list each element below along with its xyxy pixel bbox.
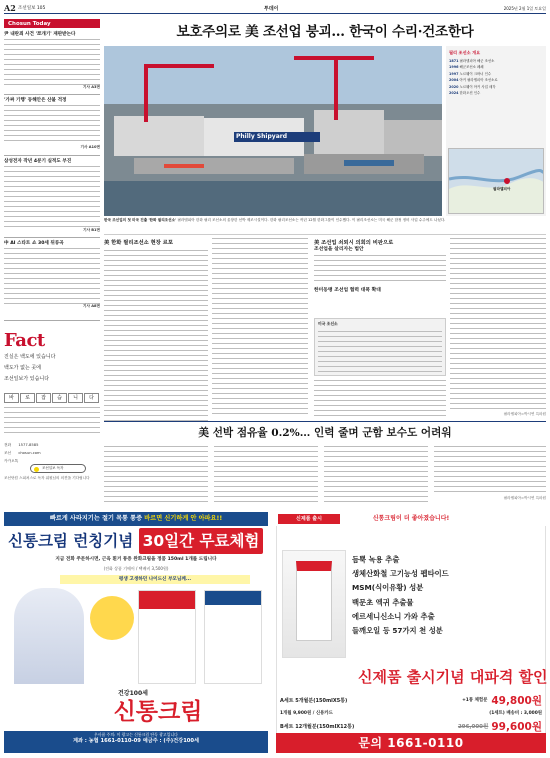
today-item-body bbox=[4, 39, 100, 85]
price-row bbox=[280, 708, 542, 718]
price-value: 99,600원 bbox=[491, 720, 542, 733]
map-illustration bbox=[449, 149, 544, 214]
ingredient-item: MSM(식이유황) 성분 bbox=[352, 583, 424, 593]
map-label: 필라델피아 bbox=[493, 187, 511, 191]
shipyard-map bbox=[448, 148, 544, 214]
today-item[interactable] bbox=[4, 31, 100, 90]
ad-title-text: 신통크림 런칭기념 bbox=[8, 532, 134, 550]
kakao-contact-chip[interactable] bbox=[30, 464, 86, 473]
paper-name: 조선일보 105 bbox=[18, 6, 46, 11]
article-column bbox=[314, 238, 446, 294]
product-jar bbox=[204, 590, 262, 684]
price-table bbox=[280, 692, 542, 734]
column-heading[interactable]: 美 한화 필리조선소 현장 르포 bbox=[104, 240, 173, 246]
page-number: A2 bbox=[4, 3, 16, 13]
today-item-title: '가짜 기행' 동해안은 산불 걱정 bbox=[4, 98, 67, 103]
ingredient-item: 들깨오일 등 57가지 천 성분 bbox=[352, 626, 443, 636]
ingredient-item: 에르세니신소니 가와 추출 bbox=[352, 611, 435, 621]
infobox-title: 필리 조선소 개요 bbox=[449, 50, 481, 55]
column-body bbox=[104, 250, 208, 422]
price-extra: (1세트) 배송비 : 3,000원 bbox=[489, 711, 542, 716]
timeline-text: 해군조선소 폐쇄 bbox=[459, 65, 484, 70]
today-item-title: 中 AI 스타트 쇼 30세 뒤류곡 bbox=[4, 241, 64, 246]
free-trial-badge: 30일간 무료체험 bbox=[139, 528, 264, 554]
correction-box: 잡 bbox=[36, 393, 51, 403]
correction-box: 습 bbox=[52, 393, 67, 403]
timeline-text: 아커 필라델피아 조선소로 bbox=[459, 78, 498, 83]
contact-info bbox=[4, 441, 100, 465]
ad-top-text: 빠르게 사라지기는 절기 목통 통증 bbox=[49, 515, 143, 522]
price-label: B세트 12개월분(150mlX12통) bbox=[280, 723, 355, 730]
shipyard-illustration bbox=[104, 46, 442, 216]
ad-footer-account: 계좌 : 농협 1661-0110-09 예금주 : (주)건강100세 bbox=[72, 738, 200, 744]
today-item-body bbox=[4, 105, 100, 145]
product-image bbox=[282, 550, 346, 658]
second-headline[interactable]: 美 선박 점유율 0.2%… 인력 줄며 군함 보수도 어려워 bbox=[198, 427, 452, 439]
infobox-timeline bbox=[449, 58, 544, 96]
article2-body bbox=[214, 446, 318, 502]
column-body bbox=[314, 255, 446, 285]
today-item-title: 삼성전자 작년 4분기 실적도 부진 bbox=[4, 159, 72, 164]
today-item-body bbox=[4, 248, 100, 304]
column-body bbox=[450, 238, 546, 410]
timeline-year: 1996 bbox=[449, 65, 459, 70]
price-row[interactable] bbox=[280, 718, 542, 734]
price-extra: +1통 체험분 bbox=[462, 698, 488, 703]
fact-slogan-line: 백도가 없는 곳에 bbox=[4, 365, 41, 371]
contact-label: 조선 bbox=[4, 451, 12, 455]
spokesperson-photo bbox=[14, 588, 84, 684]
section-divider bbox=[104, 421, 546, 422]
chosun-today-banner: Chosun Today bbox=[4, 19, 100, 28]
today-item-title: 尹 내란죄 사건 '쪼개기' 재판받는다 bbox=[4, 32, 76, 37]
contact-note: 조선닷컴 스피처스로 독자 위원님의 의견을 기다립니다 bbox=[4, 476, 90, 480]
today-item-body bbox=[4, 166, 100, 228]
sale-headline: 신제품 출시기념 대파격 할인 bbox=[358, 668, 548, 686]
caption-text: 필라델피아 한화 필리 조선소의 울창한 선박 제조시설이다. 한화 필리조선소는 작년 12월 한화그룹이 인수했다. 이 필리조선소는 미국 해군 함정 정비 사업 수주에도 나섰다. bbox=[177, 218, 446, 222]
correction-box: 바 bbox=[4, 393, 19, 403]
divider bbox=[4, 155, 100, 156]
timeline-year: 2004 bbox=[449, 78, 459, 83]
article-byline: 필라델피아=박시연 특파원 bbox=[503, 412, 546, 416]
ingredient-item: 백문초 엑귀 추출물 bbox=[352, 597, 414, 607]
fact-slogan-line: 진실은 백도에 있습니다 bbox=[4, 354, 56, 360]
ad-footer bbox=[4, 731, 268, 753]
column-subheading: 한미동맹 조선업 협력 대폭 확대 bbox=[314, 288, 381, 293]
column-subheading: 조선업을 살리자는 법안 bbox=[314, 247, 364, 252]
ad-subtitle: 지금 전화 주문하시면, 근육 흰거 통증 완화크림을 정품 150ml 1개를 드립니다 bbox=[55, 557, 217, 562]
price-row[interactable] bbox=[280, 692, 542, 708]
column-body bbox=[314, 380, 446, 418]
timeline-year: 2024 bbox=[449, 91, 459, 96]
article2-body bbox=[324, 446, 428, 502]
ad-brand: 신통크림 bbox=[113, 699, 203, 725]
ad-brand-small: 건강100세 bbox=[118, 690, 148, 697]
column-heading[interactable]: 美 조선업 쇠퇴시 의회의 비판으로 bbox=[314, 240, 394, 246]
today-item[interactable] bbox=[4, 97, 100, 150]
page-header bbox=[4, 2, 546, 14]
contact-value[interactable]: chosun.com bbox=[18, 451, 41, 455]
correction-box: 니 bbox=[68, 393, 83, 403]
today-item-source: 기사 B1면 bbox=[83, 228, 100, 232]
price-label: A세트 5개월분(150mlX5통) bbox=[280, 697, 348, 704]
contact-label: 전화 bbox=[4, 443, 12, 447]
issue-date: 2025년 2월 1일 토요일 bbox=[503, 5, 546, 11]
correction-box: 로 bbox=[20, 393, 35, 403]
divider bbox=[4, 237, 100, 238]
timeline-text: 필라델피아 해군 조선소 bbox=[459, 59, 495, 63]
tube-cap bbox=[139, 591, 195, 609]
price-old: 296,000원 bbox=[457, 724, 489, 730]
divider bbox=[4, 94, 100, 95]
shipyard-sign: Philly Shipyard bbox=[236, 133, 287, 140]
promo-badge bbox=[90, 596, 134, 640]
article2-byline: 필라델피아=박시연 특파원 bbox=[503, 496, 546, 500]
contact-label: 카카오톡 bbox=[4, 459, 19, 463]
correction-box: 다 bbox=[84, 393, 99, 403]
today-item[interactable] bbox=[4, 158, 100, 233]
ingredient-list bbox=[352, 553, 542, 638]
today-item-source: 기사 A3면 bbox=[83, 85, 100, 89]
today-item-source: 기사 A8면 bbox=[83, 304, 100, 308]
today-item[interactable] bbox=[4, 240, 100, 309]
ad-top-banner bbox=[4, 512, 268, 526]
figure-title: 미국 조선소 bbox=[318, 321, 338, 326]
ingredient-item: 생체산화철 고기능성 펩타이드 bbox=[352, 569, 449, 579]
kakao-icon bbox=[34, 467, 39, 472]
ad-note: (전화 상품 기에어 / 택배비 3,500원) bbox=[103, 566, 169, 571]
ad-right-top: 신통크림이 더 좋아졌습니다! bbox=[276, 512, 546, 526]
timeline-text: 노르웨이 크바너 인수 bbox=[459, 71, 492, 76]
article2-body bbox=[104, 446, 208, 502]
shipyard-figure bbox=[314, 318, 446, 376]
ingredient-item: 듬뿍 녹용 추출 bbox=[352, 555, 400, 564]
new-product-badge: 신제품 출시 bbox=[278, 514, 340, 524]
fact-logo: Fact bbox=[4, 330, 45, 351]
timeline-year: 2020 bbox=[449, 84, 459, 89]
fact-slogan bbox=[4, 352, 100, 385]
section-title: 투데이 bbox=[264, 5, 279, 12]
divider bbox=[4, 320, 100, 321]
main-headline[interactable]: 보호주의로 美 조선업 붕괴… 한국이 수리·건조한다 bbox=[176, 24, 474, 40]
correction-boxes bbox=[4, 393, 100, 403]
photo-caption bbox=[104, 218, 546, 223]
divider bbox=[104, 234, 546, 235]
contact-row bbox=[4, 441, 100, 449]
caption-title: 한국 조선업의 첫 미국 진출 '한화 필리조선소' bbox=[104, 218, 177, 222]
figure-body bbox=[318, 331, 442, 375]
today-item-source: 기사 A10면 bbox=[80, 145, 100, 149]
article2-body bbox=[434, 446, 546, 494]
fact-slogan-line: 조선일보가 있습니다 bbox=[4, 376, 50, 382]
ad-yellow-band: 평생 고생하던 나이드신 부모님께... bbox=[60, 575, 250, 584]
price-label: 1개월 9,900원 / 신용카드 bbox=[280, 711, 333, 716]
ad-top-highlight: 바르면 신기하게 안 아파요!! bbox=[144, 515, 223, 522]
product-tube bbox=[296, 561, 332, 641]
ad-phone-number[interactable]: 문의 1661-0110 bbox=[276, 733, 546, 753]
jar-lid bbox=[205, 591, 261, 605]
shipyard-photo bbox=[104, 46, 442, 216]
article-column bbox=[104, 238, 208, 422]
correction-text bbox=[4, 407, 100, 437]
column-body bbox=[212, 238, 308, 418]
timeline-year: 1871 bbox=[449, 59, 459, 63]
timeline-year: 1997 bbox=[449, 71, 459, 76]
ad-title bbox=[8, 528, 264, 554]
timeline-text: 한화오션 인수 bbox=[459, 91, 481, 96]
ad-footer-line: 우사품 주의: 이 광고는 신통크림 단독 광고입니다 bbox=[94, 732, 178, 737]
price-value: 49,800원 bbox=[491, 694, 542, 707]
timeline-row bbox=[449, 90, 544, 96]
kakao-contact-label: 조선일보 독자 bbox=[42, 466, 64, 470]
product-tube bbox=[138, 590, 196, 684]
timeline-text: 노르웨이 아커 사업 매각 bbox=[459, 84, 496, 89]
contact-row bbox=[4, 449, 100, 457]
contact-value[interactable]: 1577-8585 bbox=[18, 443, 39, 447]
